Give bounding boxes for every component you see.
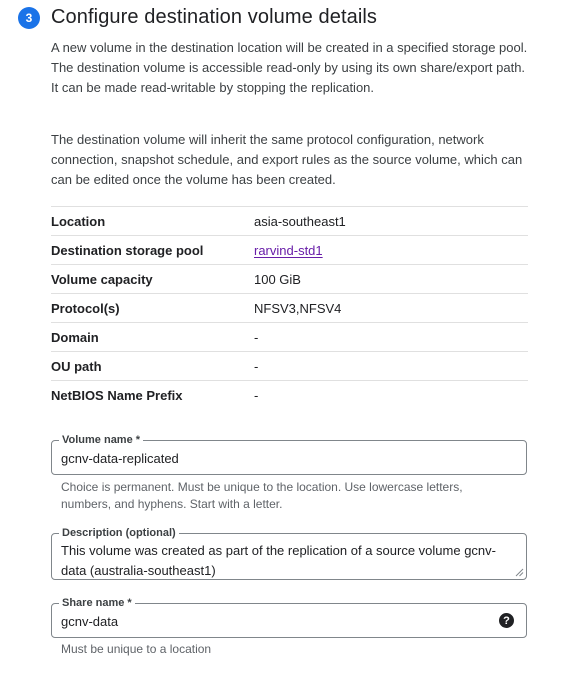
volume-name-label: Volume name *: [59, 433, 143, 447]
details-row-ou-path: [51, 352, 528, 381]
details-row-storage-pool: [51, 236, 528, 265]
help-icon[interactable]: ?: [499, 613, 514, 628]
volume-name-hint: Choice is permanent. Must be unique to the location. Use lowercase letters, numbers, and hyphens. Start with a letter.: [61, 480, 463, 511]
details-key: Volume capacity: [51, 271, 153, 287]
step-number-badge: 3: [18, 7, 40, 29]
details-value: asia-southeast1: [254, 213, 346, 229]
volume-name-field[interactable]: [51, 434, 527, 475]
description-field[interactable]: [51, 527, 527, 580]
details-value: -: [254, 329, 259, 345]
details-key: Domain: [51, 329, 99, 345]
intro-text: A new volume in the destination location will be created in a specified storage pool. The destination volume is accessible read-only by using its own share/export path. It can be made read-writable by stopping the replication.: [51, 40, 528, 95]
details-value: -: [254, 388, 259, 403]
step-header: [18, 6, 377, 29]
step-title: Configure destination volume details: [51, 6, 378, 28]
description-label: Description (optional): [59, 526, 179, 540]
details-key: NetBIOS Name Prefix: [51, 388, 183, 403]
share-name-input[interactable]: gcnv-data: [61, 614, 119, 629]
details-key: Location: [51, 213, 106, 229]
share-name-hint: Must be unique to a location: [61, 642, 212, 656]
details-row-domain: [51, 323, 528, 352]
details-key: OU path: [51, 358, 102, 374]
share-name-field[interactable]: [51, 597, 527, 638]
details-row-location: [51, 207, 528, 236]
details-key: Protocol(s): [51, 300, 120, 316]
volume-name-input[interactable]: gcnv-data-replicated: [61, 451, 179, 466]
details-value: 100 GiB: [254, 271, 301, 287]
details-row-capacity: [51, 265, 528, 294]
details-value: NFSV3,NFSV4: [254, 300, 342, 316]
details-key: Destination storage pool: [51, 242, 204, 258]
description-textarea[interactable]: This volume was created as part of the replication of a source volume gcnv-data (australia-southeast1): [61, 543, 496, 578]
details-table: [51, 206, 528, 410]
share-name-label: Share name *: [59, 596, 135, 610]
details-row-protocols: [51, 294, 528, 323]
storage-pool-link[interactable]: rarvind-std1: [254, 242, 323, 258]
details-row-netbios: [51, 381, 528, 410]
inherit-note: The destination volume will inherit the same protocol configuration, network connection, snapshot schedule, and export rules as the source volume, which can can be edited once the volume has been created.: [51, 132, 523, 187]
resize-handle-icon[interactable]: [515, 568, 524, 577]
details-value: -: [254, 358, 259, 374]
